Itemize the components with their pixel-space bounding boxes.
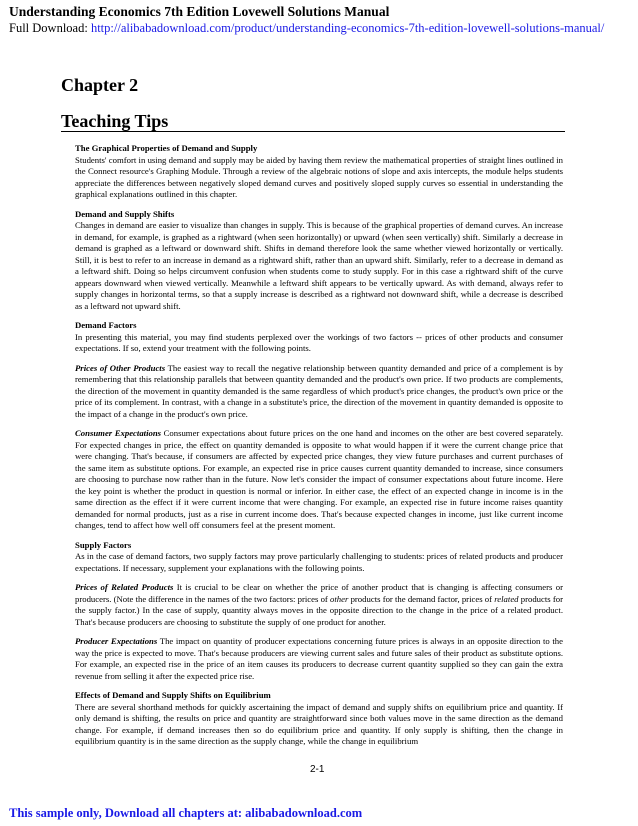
producer-expectations-lead: Producer Expectations — [75, 636, 158, 646]
demand-factors-heading: Demand Factors — [75, 320, 137, 330]
title-rule — [61, 131, 565, 132]
chapter-heading: Chapter 2 — [61, 75, 139, 95]
full-download-label: Full Download: — [9, 21, 91, 35]
shifts-section — [75, 209, 563, 313]
related-products-body-1: It is crucial to be clear on whether the price of another product that is changing is affecting consumers or producers. (Note the difference in the names of the two factors: prices of — [75, 582, 563, 604]
full-download-link[interactable]: http://alibabadownload.com/product/understanding-economics-7th-edition-lovewell-solutions-manual/ — [90, 21, 605, 35]
other-products-section — [75, 363, 563, 421]
footer-download-notice[interactable]: This sample only, Download all chapters at: alibabadownload.com — [9, 806, 363, 820]
supply-factors-section — [75, 540, 563, 575]
related-products-body-2: products for the demand factor, prices of — [348, 593, 495, 604]
demand-factors-body: In presenting this material, you may find students perplexed over the workings of two factors -- prices of other products and consumer expectations. If so, extend your treatment with the following points. — [75, 331, 563, 353]
consumer-expectations-lead: Consumer Expectations — [75, 428, 162, 438]
full-download-line — [9, 21, 604, 36]
shifts-heading: Demand and Supply Shifts — [75, 208, 175, 219]
demand-factors-section — [75, 320, 563, 355]
teaching-tips-content — [75, 143, 563, 756]
consumer-expectations-body: Consumer expectations about future prices on the one hand and incomes on the other are best covered separately. For expected changes in price, the effect on quantity demanded is opposite to what would happen if it were the current change price that were changing. That's because, if consumers are affected by expected price changes, they view future purchases and current purchases of the same item as substitute options. For example, an expected rise in price causes current quantity demanded to increase, since consumers are choosing to purchase now rather than in the future. Now let's consider the impact of consumer expectations about future income. Here the key point is whether the product in question is normal or inferior. In either case, the effect of an expected change in income is in the same direction as the effect if it were current income that were changing. For example, an expected rise in future income raises quantity demanded for normal products, just as a rise in current income does. That's because expected changes in income, just like current income changes, tend to affect how well off consumers feel at the present moment. — [75, 428, 563, 530]
equilibrium-heading: Effects of Demand and Supply Shifts on Equilibrium — [75, 690, 271, 700]
document-header-title: Understanding Economics 7th Edition Lovewell Solutions Manual — [9, 4, 390, 19]
page-number: 2-1 — [310, 764, 325, 775]
equilibrium-body: There are several shorthand methods for quickly ascertaining the impact of demand and supply shifts on equilibrium price and quantity. If only demand is shifting, the results on price and quantity are straightforward since both values move in the same direction as the demand change. For example, if demand increases then so do equilibrium price and quantity. If only supply is shifting, then the change in equilibrium quantity is in the same direction as the supply change, while the change in equilibrium — [75, 701, 563, 746]
related-word: related — [494, 593, 519, 604]
graph-body: Students' comfort in using demand and supply may be aided by having them review the mathematical properties of straight lines outlined in the Connect resource's Graphing Module. Through a review of the algebraic notions of slope and axis intercepts, the module helps students appreciate the differences between negatively sloped demand curves and positively sloped supply curves so essential in understanding the graphical explanations outlined in this chapter. — [75, 154, 563, 199]
shifts-body: Changes in demand are easier to visualize than changes in supply. This is because of the graphical properties of demand curves. An increase in demand, for example, is graphed as a rightward (when seen horizontally) or upward (when seen vertically) shift. Similarly a decrease in demand is graphed as a leftward or downward shift. Shifts in demand therefore look the same whether viewed horizontally or vertically. Still, it is best to refer to an increase in demand as a rightward shift, rather than an upward shift. Similarly, refer to a decrease in demand as a leftward shift. Doing so helps circumvent confusion when students come to study supply. For in this case a rightward shift of the curve appears downward when viewed vertically. Meanwhile a leftward shift appears to be vertically upward. As with demand, always refer to supply changes in horizontal terms, so that a supply increase is described as a rightward not downward shift, while a decrease is described as a leftward not upward shift. — [75, 220, 563, 311]
related-products-lead: Prices of Related Products — [75, 582, 174, 592]
supply-factors-body: As in the case of demand factors, two supply factors may prove particularly challenging to students: prices of related products and producer expectations. If necessary, supplement your explanations with the following points. — [75, 551, 563, 573]
consumer-expectations-section — [75, 428, 563, 532]
other-products-body: The easiest way to recall the negative relationship between quantity demanded and price of a complement is by remembering that this relationship parallels that between quantity demanded and the product's own price. If two products are complements, the direction of the movement in quantity demanded is the same regardless of which product's price changes, the product's own price or the price of its complement. In contrast, with a change in a substitute's price, the direction of the movement in quantity demanded is opposite to the impact of a change in the product's own price. — [75, 362, 563, 419]
related-products-body-3: products for the supply factor.) In the case of supply, quantity always moves in the opposite direction to the change in the price of a related product. That's because producers are choosing to substitute the supply of one product for another. — [75, 593, 563, 627]
supply-factors-heading: Supply Factors — [75, 539, 132, 550]
producer-expectations-body: The impact on quantity of producer expectations concerning future prices is always in an opposite direction to the way the price is expected to move. That's because producers are viewing current sales and future sales of their product as substitute options. For example, an expected rise in the price of an item causes its producers to decrease current quantity supplied so they can gain the extra revenue from selling it after the expected price rise. — [75, 636, 564, 681]
producer-expectations-section — [75, 636, 563, 682]
graph-section — [75, 143, 563, 201]
other-word: other — [330, 593, 349, 604]
graph-heading: The Graphical Properties of Demand and Supply — [75, 143, 258, 153]
related-products-section — [75, 582, 563, 628]
section-title: Teaching Tips — [61, 111, 169, 131]
other-products-lead: Prices of Other Products — [75, 362, 166, 373]
equilibrium-section — [75, 690, 563, 748]
